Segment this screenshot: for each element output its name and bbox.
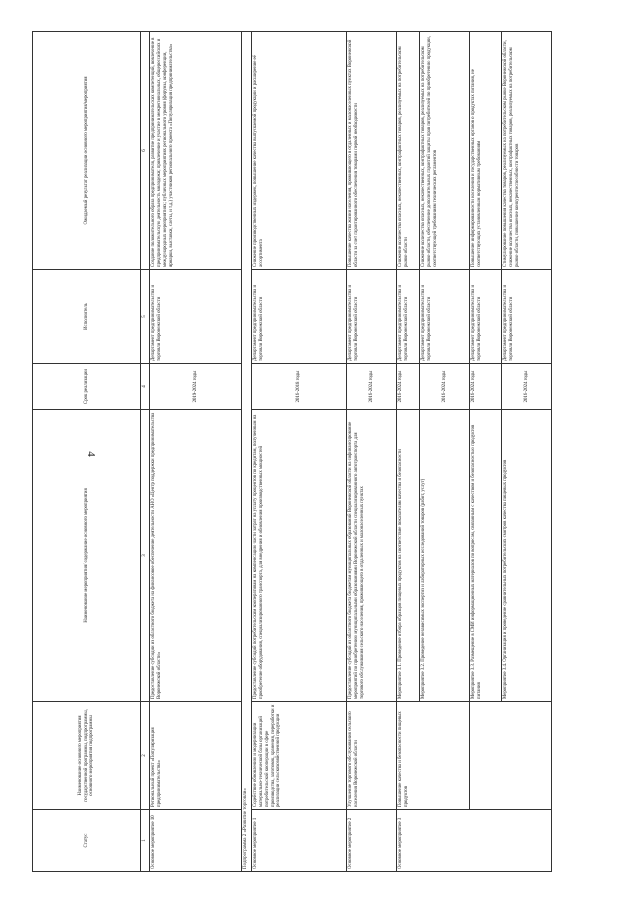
table-row [347, 32, 397, 872]
row-name: Повышение качества и безопасности пищевых продуктов [397, 702, 470, 810]
subprogram-title: Подпрограмма 2 «Развитие торговли» [242, 32, 252, 872]
row-result: Снижение производственных издержек, повышение качества выпускаемой продукции и расширение её ассортимента [252, 32, 347, 270]
table-row [150, 32, 242, 872]
row-measure: Предоставление субсидий потребительским кооперативам на компенсацию части затрат на уплату процентов по кредитам, полученным на приобретение оборудования, специализированного транспорта, для внедрения и обновления производственных мощностей [252, 410, 347, 702]
header-program-name: Наименование основного мероприятия государственной программы, подпрограммы, основного мероприятия подпрограммы [33, 702, 141, 810]
rotated-page [32, 32, 612, 872]
row-name: Региональный проект «Популяризация предпринимательства» [150, 702, 242, 810]
row-status: Основное мероприятие 2 [347, 810, 397, 872]
row-measure: Мероприятие 3.4. Организация и проведение сравнительных потребительских смотров качества пищевых продуктов [502, 410, 552, 702]
section-row [242, 32, 252, 872]
row-executor: Департамент предпринимательства и торговли Воронежской области [420, 270, 470, 364]
col-number: 3 [141, 410, 150, 702]
header-result: Ожидаемый результат реализации основного мероприятия/мероприятия [33, 32, 141, 270]
header-executor: Исполнитель [33, 270, 141, 364]
row-executor: Департамент предпринимательства и торговли Воронежской области [347, 270, 397, 364]
row-executor: Департамент предпринимательства и торговли Воронежской области [397, 270, 420, 364]
row-status: Основное мероприятие 1 [252, 810, 347, 872]
row-result: Повышение качества жизни населения, проживающего в отдаленных и малонаселенных пунктах Воронежской области за счет гарантированного обеспечения товарами первой необходимости [347, 32, 397, 270]
table-row [470, 32, 502, 872]
row-deadline: 2016-2024 годы [347, 364, 397, 410]
row-name: Содействие обновлению и модернизации материально-технической базы организаций потребительской кооперации в сфере производства, заготовок, хранения, переработки и реализации сельскохозяйственной продукции [252, 702, 347, 810]
row-result: Создание положительного образа предпринимателя, развитие предпринимательских компетенций, вовлечение в предпринимательскую деятельность молодежи; привлечение и участие в межрегиональных, общероссийских и международных мероприятиях; публичных мероприятиях регионального уровня (форумы, конференции, ярмарки, выставки, слеты, и т.д.) участников регионального проекта «Популяризация предпринимательства» [150, 32, 242, 270]
row-name-empty [470, 702, 552, 810]
table-row [252, 32, 347, 872]
row-measure: Предоставление субсидий из областного бюджета бюджетам муниципальных образований Воронежской области на софинансирование мероприятий по приобретению муниципальными образованиями Воронежской области специализированного автотранспорта для торгового обслуживания сельского населения, проживающего в отдаленных и малонаселенных пунктах [347, 410, 397, 702]
column-numbers-row [141, 32, 150, 872]
header-row [33, 32, 141, 872]
measures-table [32, 31, 552, 872]
row-executor: Департамент предпринимательства и торговли Воронежской области [502, 270, 552, 364]
col-number: 6 [141, 32, 150, 270]
row-executor: Департамент предпринимательства и торговли Воронежской области [252, 270, 347, 364]
row-deadline: 2016-2024 годы [502, 364, 552, 410]
col-number: 1 [141, 810, 150, 872]
row-result: Стимулирование повышения качества товаров, реализуемых на потребительском рынке Воронежской области, снижение количества опасных, некачественных, контрафактных товаров, реализуемых на потребительском рынке области, повышение конкурентоспособности товаров [502, 32, 552, 270]
row-deadline: 2016-2024 годы [397, 364, 420, 410]
row-result: Снижение количества опасных, некачественных, контрафактных товаров, реализуемых на потребительском рынке области [397, 32, 420, 270]
col-number: 4 [141, 364, 150, 410]
row-measure: Мероприятие 3.3. Размещение в СМИ информационных материалов по вопросам, связанным с качеством и безопасностью продуктов питания [470, 410, 502, 702]
row-result: Повышение информированности населения и государственных органов о продуктах питания, не соответствующих установленным нормативным требованиям [470, 32, 502, 270]
header-measure-name: Наименование мероприятия/ содержание основного мероприятия [33, 410, 141, 702]
row-deadline: 2019-2024 годы [150, 364, 242, 410]
row-deadline: 2016-2024 годы [470, 364, 502, 410]
col-number: 2 [141, 702, 150, 810]
row-status: Основное мероприятие 3 [397, 810, 552, 872]
row-measure: Мероприятие 3.1. Проведение отбора образцов пищевых продуктов на соответствие показателям качества и безопасности [397, 410, 420, 702]
row-executor: Департамент предпринимательства и торговли Воронежской области [470, 270, 502, 364]
table-row [397, 32, 420, 872]
header-status: Статус [33, 810, 141, 872]
row-result: Снижение количества опасных, некачественных, контрафактных товаров, реализуемых на потребительском рынке области, обеспечение дополнительных гарантий защиты прав потребителей по приобретению продукции, соответствующей требованиям технических регламентов [420, 32, 470, 270]
col-number: 5 [141, 270, 150, 364]
header-deadline: Срок реализации [33, 364, 141, 410]
row-deadline: 2016-2024 годы [420, 364, 470, 410]
row-status: Основное мероприятие 10 [150, 810, 242, 872]
row-deadline: 2016-2018 годы [252, 364, 347, 410]
page-number: 4 [84, 451, 97, 457]
row-name: Улучшение торгового обслуживания сельского населения Воронежской области [347, 702, 397, 810]
row-measure: Предоставление субсидии из областного бюджета на финансовое обеспечение деятельности АНО «Центр поддержки предпринимательства Воронежской области» [150, 410, 242, 702]
row-executor: Департамент предпринимательства и торговли Воронежской области [150, 270, 242, 364]
row-measure: Мероприятие 3.2. Проведение независимых экспертиз и лабораторных исследований товаров (работ, услуг) [420, 410, 470, 702]
